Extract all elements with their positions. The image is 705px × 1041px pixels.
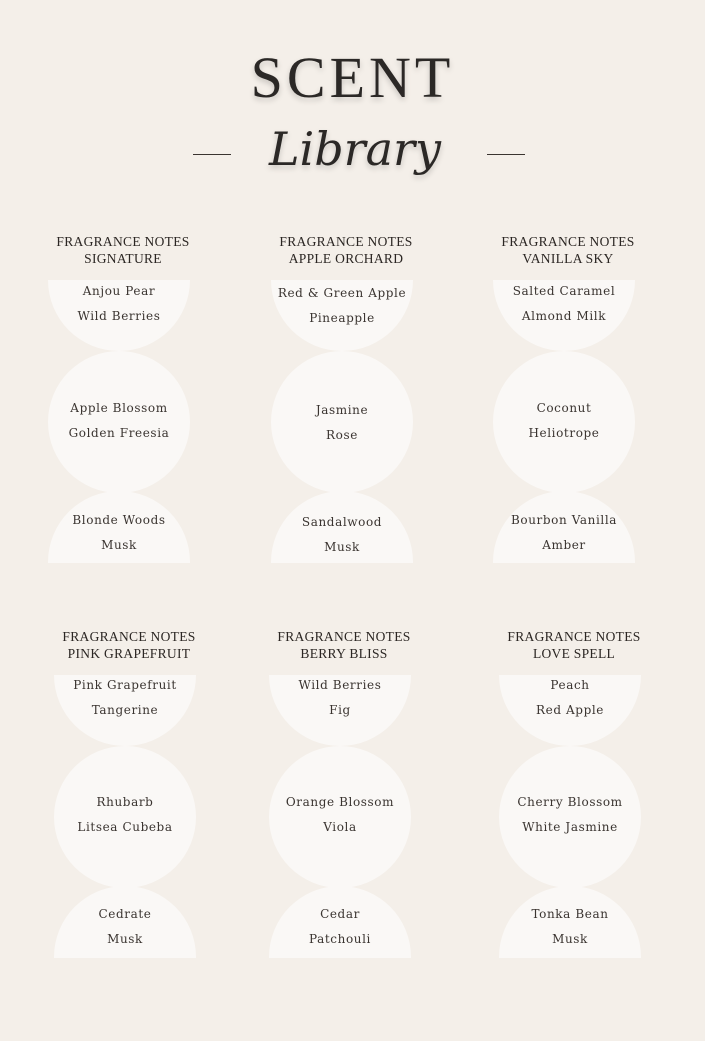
top-notes [261, 281, 423, 331]
base-notes [489, 902, 651, 952]
fragrance-label: FRAGRANCE NOTES [277, 629, 411, 644]
note: Red & Green Apple [277, 286, 407, 300]
fragrance-heading [249, 628, 439, 662]
fragrance-heading [28, 233, 218, 267]
note: Wild Berries [77, 309, 161, 323]
top-notes [259, 673, 421, 723]
note: Cedrate [98, 907, 152, 921]
right-divider [487, 154, 525, 155]
heart-notes [483, 396, 645, 446]
note: Orange Blossom [285, 795, 395, 809]
heart-notes [259, 790, 421, 840]
note: Musk [101, 538, 137, 552]
top-notes [483, 279, 645, 329]
note: Anjou Pear [82, 284, 156, 298]
fragrance-label: FRAGRANCE NOTES [62, 629, 196, 644]
note: Pineapple [309, 311, 375, 325]
fragrance-name: BERRY BLISS [300, 646, 388, 661]
base-notes [483, 508, 645, 558]
fragrance-label: FRAGRANCE NOTES [501, 234, 635, 249]
fragrance-name: LOVE SPELL [532, 646, 616, 661]
fragrance-heading [479, 628, 669, 662]
fragrance-label: FRAGRANCE NOTES [56, 234, 190, 249]
top-notes [489, 673, 651, 723]
note: Tonka Bean [531, 907, 609, 921]
note: Rose [326, 428, 358, 442]
note: Amber [542, 538, 586, 552]
fragrance-name: PINK GRAPEFRUIT [67, 646, 191, 661]
note: Litsea Cubeba [77, 820, 173, 834]
note: Salted Caramel [512, 284, 616, 298]
note: Tangerine [91, 703, 159, 717]
note: Apple Blossom [70, 401, 168, 415]
fragrance-name: APPLE ORCHARD [288, 251, 404, 266]
fragrance-name: SIGNATURE [84, 251, 162, 266]
fragrance-heading [473, 233, 663, 267]
note: White Jasmine [522, 820, 618, 834]
fragrance-label: FRAGRANCE NOTES [279, 234, 413, 249]
top-notes [38, 279, 200, 329]
note: Red Apple [535, 703, 604, 717]
base-notes [259, 902, 421, 952]
note: Viola [323, 820, 357, 834]
note: Rhubarb [96, 795, 154, 809]
fragrance-heading [34, 628, 224, 662]
heart-notes [261, 398, 423, 448]
note: Musk [324, 540, 360, 554]
note: Almond Milk [521, 309, 607, 323]
note: Blonde Woods [72, 513, 166, 527]
note: Peach [550, 678, 590, 692]
fragrance-label: FRAGRANCE NOTES [507, 629, 641, 644]
note: Pink Grapefruit [73, 678, 177, 692]
heart-notes [489, 790, 651, 840]
note: Fig [329, 703, 351, 717]
note: Cherry Blossom [517, 795, 623, 809]
top-notes [44, 673, 206, 723]
base-notes [38, 508, 200, 558]
subtitle-row [0, 122, 705, 192]
note: Musk [552, 932, 588, 946]
note: Musk [107, 932, 143, 946]
fragrance-name: VANILLA SKY [522, 251, 614, 266]
note: Bourbon Vanilla [510, 513, 618, 527]
note: Cedar [320, 907, 360, 921]
note: Wild Berries [298, 678, 382, 692]
heart-notes [38, 396, 200, 446]
note: Heliotrope [528, 426, 600, 440]
page-title: SCENT [250, 45, 455, 110]
note: Jasmine [315, 403, 369, 417]
base-notes [261, 510, 423, 560]
note: Sandalwood [301, 515, 383, 529]
left-divider [193, 154, 231, 155]
note: Coconut [536, 401, 592, 415]
heart-notes [44, 790, 206, 840]
base-notes [44, 902, 206, 952]
page-subtitle: Library [268, 122, 442, 176]
note: Golden Freesia [68, 426, 170, 440]
fragrance-heading [251, 233, 441, 267]
note: Patchouli [309, 932, 371, 946]
